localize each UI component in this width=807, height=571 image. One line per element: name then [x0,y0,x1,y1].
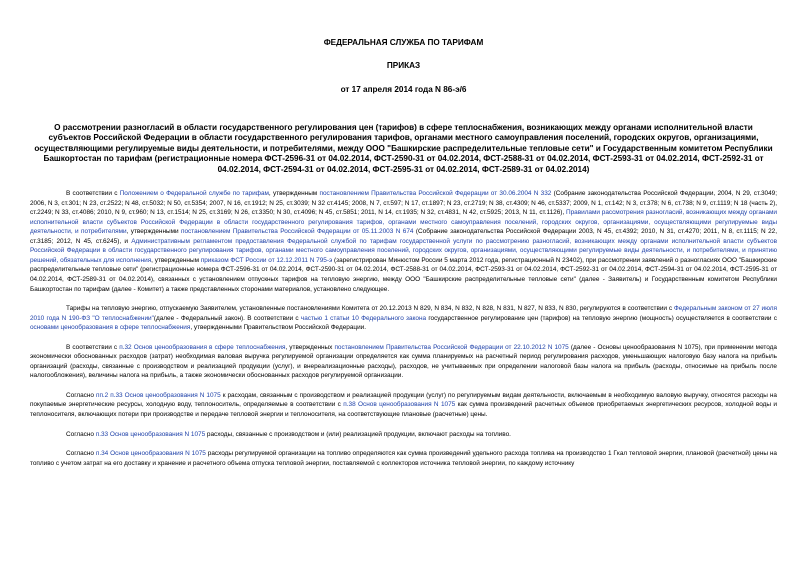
link-fst-order-795[interactable]: приказом ФСТ России от 12.12.2011 N 795-э [200,256,333,264]
text: (Собрание законодательства Российской Федерации, 2004, N 29, ст.3049; 2006, N 3, ст.301; N 23, ст.2522; N 48, ст.5032; N 50, ст.5354; 2007, N 16, ст.1912; N 25, ст.3039; N 32 ст.4145; 2008, N 7, ст.597; N 17, ст.1897; N 23, ст.2719; N 38, ст.4309; N 46, ст.5337; 2009, N 1, ст.142; N 3, ст.378; N 6, ст.738; N 9, ст.1119; N 18 (часть 2), ст.2249; N 33, ст.4086; 2010, N 9, ст.960; N 13, ст.1514; N 25, ст.3169; N 26, ст.3350; N 30, ст.4096; N 45, ст.5851; 2011, N 14, ст.1935; N 32, ст.4831, N 42, ст.5925; 2013, N 11, ст.1126), [30,190,777,217]
text: расходы регулируемой организации на топливо определяются как сумма произведений удельного расхода топлива на производство 1 Гкал тепловой энергии, плановой (расчетной) цены на топливо с учетом затрат на его доставку и хранение и расчетного объема отпуска тепловой энергии, поставляемой с коллекторов источника тепловой энергии, по каждому источнику [30,450,777,467]
link-fst-regulation[interactable]: Положением о Федеральной службе по тарифам [119,190,269,198]
paragraph-2 [30,304,777,333]
text: расходы, связанные с производством и (или) реализацией продукции, включают расходы на топливо. [205,430,511,438]
text: Тарифы на тепловую энергию, отпускаемую Заявителем, установленные постановлениями Комитета от 20.12.2013 N 829, N 834, N 832, N 828, N 831, N 827, N 833, N 830, регулируются в соответствии с [66,305,674,313]
paragraph-5 [30,430,777,440]
text: , утвержденным [151,256,201,264]
document-title: О рассмотрении разногласий в области государственного регулирования цен (тарифов) в сфере теплоснабжения, возникающих между органами исполнительной власти субъектов Российской Федерации в области государственного регулирования тарифов, органами местного самоуправления поселений, городских округов, организациями, осуществляющими регулируемые виды деятельности, и потребителями, между ООО "Башкирские распределительные тепловые сети" и Государственным комитетом Республики Башкортостан по тарифам (регистрационные номера ФСТ-2596-31 от 04.02.2014, ФСТ-2590-31 от 04.02.2014, ФСТ-2588-31 от 04.02.2014, ФСТ-2593-31 от 04.02.2014, ФСТ-2592-31 от 04.02.2014, ФСТ-2594-31 от 04.02.2014, ФСТ-2595-31 от 04.02.2014, ФСТ-2589-31 от 04.02.2014) [34,123,773,174]
link-article-10-part-1[interactable]: частью 1 статьи 10 Федерального закона [300,314,427,322]
link-government-decree-332[interactable]: постановлением Правительства Российской Федерации от 30.06.2004 N 332 [319,190,552,198]
link-pricing-basics-p32[interactable]: п.32 Основ ценообразования в сфере теплоснабжения [119,343,286,351]
text: (далее - Основы ценообразования N 1075), при применении метода экономически обоснованных расходов (затрат) необходимая валовая выручка регулируемой организации определяется как сумма планируемых на расчетный период регулирования расходов, уменьшающих налоговую базу налога на прибыль организаций (расходы, связанные с производством и реализацией продукции (услуг), и внереализационные расходы), расходов, не учитываемых при определении налоговой базы налога на прибыль (расходы, относимые на прибыль после налогообложения), величины налога на прибыль, а также экономически обоснованных расходов регулируемой организации. [30,343,777,380]
link-pp2-p33[interactable]: пп.2 п.33 [95,391,123,399]
text: (далее - Федеральный закон). В соответствии с [153,314,301,322]
paragraph-6 [30,449,777,468]
text: к расходам, связанным с производством и реализацией продукции (услуг) по регулируемым видам деятельности, включаемым в необходимую валовую выручку, относятся расходы на покупаемые энергетические ресурсы, холодную воду, теплоноситель, определяемые в соответствии с [30,391,777,409]
text: , утвержденных [285,343,335,351]
text: , утвержденными [126,228,182,236]
paragraph-3 [30,343,777,381]
text: (Собрание законодательства Российской Федерации 2003, N 45, ст.4392; 2010, N 31, ст.4270; 2011, N 8, ст.1115; N 22, ст.3185; 2012, N 45, ст.6245), и [30,228,777,245]
date-number-heading: от 17 апреля 2014 года N 86-э/6 [340,85,467,94]
text: , утвержденным [268,190,320,198]
link-pricing-basics[interactable]: основами ценообразования в сфере теплоснабжения [30,324,191,332]
link-government-decree-1075[interactable]: постановлением Правительства Российской Федерации от 22.10.2012 N 1075 [334,343,569,351]
agency-heading: ФЕДЕРАЛЬНАЯ СЛУЖБА ПО ТАРИФАМ [323,38,484,47]
text: государственное регулирование цен (тарифов) на тепловую энергию (мощность) осуществляется в соответствии с [426,314,777,322]
link-dispute-rules[interactable]: Правилами рассмотрения разногласий, возникающих между органами исполнительной власти субъектов Российской Федерации в области государственного регулирования тарифов, органами местного самоуправления поселений, городских округов, организациями, осуществляющими регулируемые виды деятельности, и потребителями [30,209,777,236]
text: В соответствии с [66,343,120,351]
link-p38-pricing-basics[interactable]: п.38 Основ ценообразования N 1075 [343,401,456,409]
link-p34[interactable]: п.34 [95,450,109,458]
paragraph-4 [30,391,777,420]
text: Согласно [66,450,96,458]
doc-type-heading: ПРИКАЗ [386,61,421,70]
text: (зарегистрирован Минюстом России 5 марта 2012 года, регистрационный N 23402), при рассмотрении заявлений о разногласиях ООО "Башкирские распределительные тепловые сети" (регистрационные номера ФСТ-2596-31 от 04.02.2014, ФСТ-2590-31 от 04.02.2014, ФСТ-2588-31 от 04.02.2014, ФСТ-2593-31 от 04.02.2014, ФСТ-2592-31 от 04.02.2014, ФСТ-2594-31 от 04.02.2014, ФСТ-2595-31 от 04.02.2014, ФСТ-2589-31 от 04.02.2014), связанных с установлением отпускных тарифов на тепловую энергию, между ООО "Башкирские распределительные тепловые сети" (далее - Заявитель) и Государственным комитетом Республики Башкортостан по тарифам (далее - Комитет) а также представленных сторонами материалов, установлено следующее. [30,256,778,293]
paragraph-1 [30,189,777,294]
text: Согласно [66,391,96,399]
link-administrative-regulation[interactable]: Административным регламентом предоставления Федеральной службой по тарифам государственной услуги по рассмотрению разногласий, возникающих между органами исполнительной власти субъектов Российской Федерации в области государственного регулирования тарифов, органами местного самоуправления поселений, городских округов, организациями, осуществляющими регулируемые виды деятельности, и потребителями, и принятию решений, обязательных для исполнения [30,237,777,264]
link-pricing-basics-1075-b[interactable]: Основ ценообразования N 1075 [110,450,206,458]
link-federal-law-190[interactable]: Федеральным законом от 27 июля 2010 года N 190-ФЗ "О теплоснабжении" [30,305,777,322]
link-government-decree-674[interactable]: постановлением Правительства Российской Федерации от 05.11.2003 N 674 [181,228,414,236]
text: как сумма произведений расчетных объемов приобретаемых энергетических ресурсов, холодной воды и теплоносителя, включающих потери при производстве и передаче тепловой энергии и теплоносителя, на соответствующие плановые (расчетные) цены. [30,401,778,418]
link-pricing-basics-1075[interactable]: Основ ценообразования N 1075 [124,391,221,399]
text: В соответствии с [66,190,120,198]
link-p33-pricing-basics[interactable]: п.33 Основ ценообразования N 1075 [95,430,206,438]
text: Согласно [66,430,96,438]
text: , утвержденными Правительством Российской Федерации. [190,324,366,332]
